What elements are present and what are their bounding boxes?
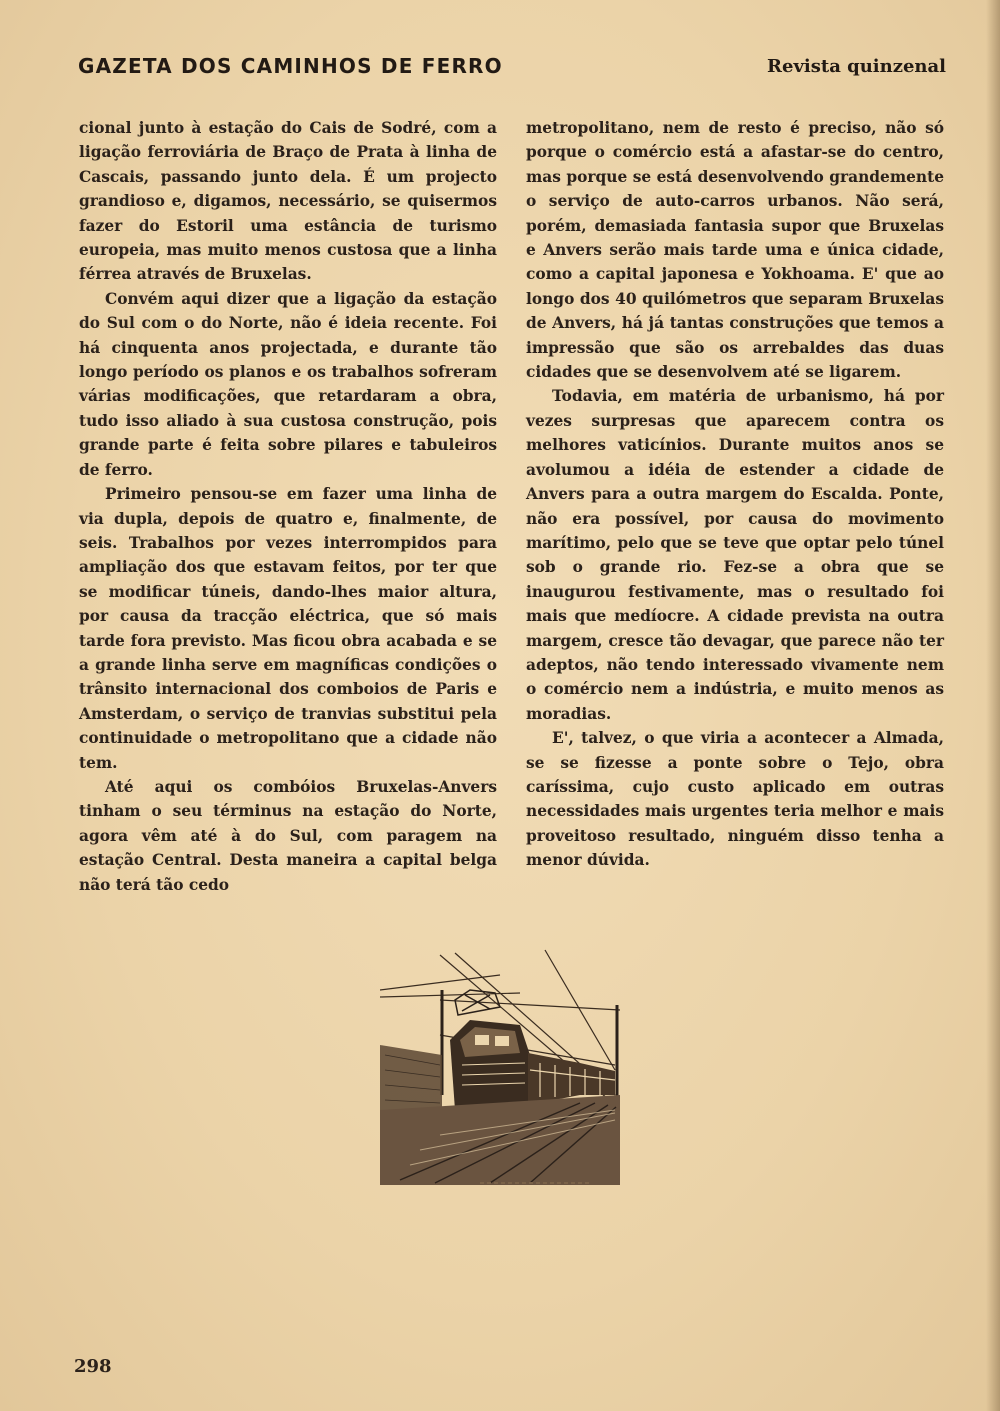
journal-subtitle: Revista quinzenal [767,56,946,77]
journal-title: GAZETA DOS CAMINHOS DE FERRO [78,54,503,78]
electric-train-engraving-icon [380,945,620,1185]
paragraph: cional junto à estação do Cais de Sodré, com a ligação ferroviária de Braço de Prata à linha de Cascais, passando junto dela. É um projecto grandioso e, digamos, necessário, se quisermos fazer do Estoril uma estância de turismo europeia, mas muito menos custosa que a linha férrea através de Bruxelas. [79,119,497,284]
paragraph: Primeiro pensou-se em fazer uma linha de via dupla, depois de quatro e, finalmente, de seis. Trabalhos por vezes interrompidos para ampliação dos que estavam feitos, por ter que se modificar túneis, dando-lhes maior altura, por causa da tracção eléctrica, que só mais tarde fora previsto. Mas ficou obra acabada e se a grande linha serve em magníficas condições o trânsito internacional dos comboios de Paris e Amsterdam, o serviço de tranvias substitui pela continuidade o metropolitano que a cidade não tem. [79,485,497,772]
page-number: 298 [74,1356,112,1377]
paragraph: metropolitano, nem de resto é preciso, não só porque o comércio está a afastar-se do centro, mas porque se está desenvolvendo grandemente o serviço de auto-carros urbanos. Não será, porém, demasiada fantasia supor que Bruxelas e Anvers serão mais tarde uma e única cidade, como a capital japonesa e Yokhoama. E' que ao longo dos 40 quilómetros que separam Bruxelas de Anvers, há já tantas construções que temos a impressão que são os arrebaldes das duas cidades que se desenvolvem até se ligarem. [526,119,944,382]
page-header [78,54,946,84]
paragraph: Até aqui os combóios Bruxelas-Anvers tinham o seu términus na estação do Norte, agora vêm até à do Sul, com paragem na estação Central. Desta maneira a capital belga não terá tão cedo [79,777,497,894]
left-text-column [79,116,497,897]
paragraph: Todavia, em matéria de urbanismo, há por vezes surpresas que aparecem contra os melhores vaticínios. Durante muitos anos se avolumou a idéia de estender a cidade de Anvers para a outra margem do Escalda. Ponte, não era possível, por causa do movimento marítimo, pelo que se teve que optar pelo túnel sob o grande rio. Fez-se a obra que se inaugurou festivamente, mas o resultado foi mais que medíocre. A cidade prevista na outra margem, cresce tão devagar, que parece não ter adeptos, não tendo interessado vivamente nem o comércio nem a indústria, e muito menos as moradias. [526,387,944,723]
page-edge-shadow [986,0,1000,1411]
right-text-column [526,116,944,873]
paragraph: Convém aqui dizer que a ligação da estação do Sul com o do Norte, não é ideia recente. Foi há cinquenta anos projectada, e durante tão longo período os planos e os trabalhos sofreram várias modificações, que retardaram a obra, tudo isso aliado à sua custosa construção, pois grande parte é feita sobre pilares e tabuleiros de ferro. [79,289,497,479]
paragraph: E', talvez, o que viria a acontecer a Almada, se se fizesse a ponte sobre o Tejo, obra caríssima, cujo custo aplicado em outras necessidades mais urgentes teria melhor e mais proveitoso resultado, ninguém disso tenha a menor dúvida. [526,729,944,870]
